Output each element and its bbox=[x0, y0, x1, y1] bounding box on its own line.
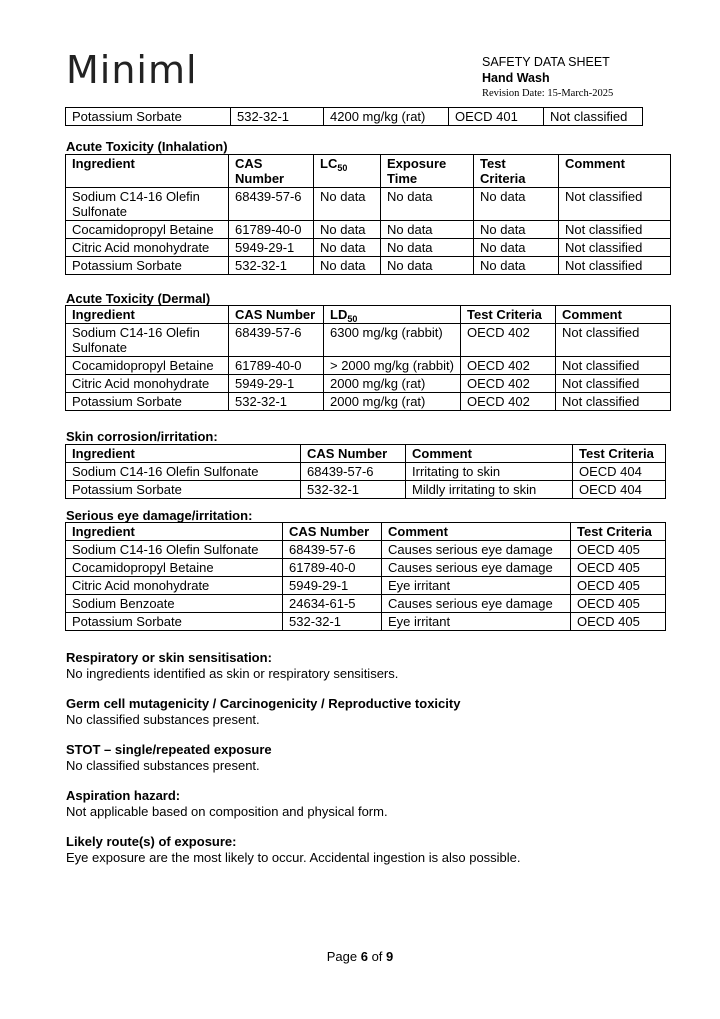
section-heading: Likely route(s) of exposure: bbox=[66, 834, 237, 849]
sensitisation-section bbox=[66, 650, 398, 682]
product-name: Hand Wash bbox=[482, 71, 550, 85]
table-cell: No data bbox=[314, 257, 381, 275]
table-cell: Sodium Benzoate bbox=[66, 595, 283, 613]
table-cell: Potassium Sorbate bbox=[66, 393, 229, 411]
table-cell: OECD 402 bbox=[461, 357, 556, 375]
table-cell: Potassium Sorbate bbox=[66, 613, 283, 631]
table-cell: OECD 405 bbox=[571, 577, 666, 595]
table-cell: No data bbox=[474, 257, 559, 275]
eye-table bbox=[65, 522, 666, 631]
section-heading: STOT – single/repeated exposure bbox=[66, 742, 272, 757]
table-cell: Causes serious eye damage bbox=[382, 541, 571, 559]
table-cell: Sodium C14-16 Olefin Sulfonate bbox=[66, 541, 283, 559]
section-text: No classified substances present. bbox=[66, 712, 260, 727]
table-cell: Sodium C14-16 Olefin Sulfonate bbox=[66, 463, 301, 481]
table-header-row: Ingredient CAS Number $LD_{50}$ Test Criteria Comment bbox=[66, 306, 671, 324]
skin-rows bbox=[66, 463, 666, 499]
exposure-route-section bbox=[66, 834, 521, 866]
dermal-table bbox=[65, 305, 671, 411]
table-cell: No data bbox=[474, 239, 559, 257]
ld50-header: $LD_{50}$ bbox=[324, 306, 461, 324]
section-heading: Aspiration hazard: bbox=[66, 788, 181, 803]
table-cell: Not classified bbox=[559, 239, 671, 257]
table-header-row: Ingredient CAS Number $LC_{50}$ Exposure Time Test Criteria Comment bbox=[66, 155, 671, 188]
section-heading: Respiratory or skin sensitisation: bbox=[66, 650, 272, 665]
table-row bbox=[66, 541, 666, 559]
dermal-title: Acute Toxicity (Dermal) bbox=[66, 291, 211, 306]
page-footer: Page 6 of 9 bbox=[326, 949, 394, 964]
table-cell: No data bbox=[314, 239, 381, 257]
page-total: 9 bbox=[386, 949, 394, 964]
table-cell: 532-32-1 bbox=[229, 257, 314, 275]
page-number: 6 bbox=[360, 949, 368, 964]
revision-date: Revision Date: 15-March-2025 bbox=[482, 88, 614, 99]
table-cell: No data bbox=[314, 221, 381, 239]
section-text: No classified substances present. bbox=[66, 758, 260, 773]
table-cell: OECD 402 bbox=[461, 393, 556, 411]
table-cell: OECD 405 bbox=[571, 595, 666, 613]
table-cell: OECD 404 bbox=[573, 481, 666, 499]
table-row bbox=[66, 463, 666, 481]
table-row bbox=[66, 221, 671, 239]
table-row bbox=[66, 559, 666, 577]
table-cell: No data bbox=[381, 239, 474, 257]
table-cell: Eye irritant bbox=[382, 577, 571, 595]
table-cell: Cocamidopropyl Betaine bbox=[66, 357, 229, 375]
table-cell: OECD 405 bbox=[571, 613, 666, 631]
table-cell: No data bbox=[381, 257, 474, 275]
table-cell: Mildly irritating to skin bbox=[406, 481, 573, 499]
table-cell: No data bbox=[381, 221, 474, 239]
section-text: Eye exposure are the most likely to occur. Accidental ingestion is also possible. bbox=[66, 850, 521, 865]
lc50-header: $LC_{50}$ bbox=[314, 155, 381, 188]
table-row: Potassium Sorbate 532-32-1 4200 mg/kg (rat) OECD 401 Not classified bbox=[66, 108, 643, 126]
table-cell: Causes serious eye damage bbox=[382, 595, 571, 613]
stot-section bbox=[66, 742, 272, 774]
skin-title: Skin corrosion/irritation: bbox=[66, 429, 218, 444]
table-cell: 68439-57-6 bbox=[283, 541, 382, 559]
table-cell: No data bbox=[381, 188, 474, 221]
eye-rows bbox=[66, 541, 666, 631]
table-cell: 532-32-1 bbox=[229, 393, 324, 411]
mutagenicity-section bbox=[66, 696, 460, 728]
table-cell: Sodium C14-16 Olefin Sulfonate bbox=[66, 324, 229, 357]
table-cell: Not classified bbox=[556, 357, 671, 375]
table-row bbox=[66, 577, 666, 595]
table-cell: 61789-40-0 bbox=[229, 357, 324, 375]
table-cell: OECD 404 bbox=[573, 463, 666, 481]
table-cell: > 2000 mg/kg (rabbit) bbox=[324, 357, 461, 375]
table-cell: 61789-40-0 bbox=[283, 559, 382, 577]
table-cell: Citric Acid monohydrate bbox=[66, 577, 283, 595]
table-cell: Irritating to skin bbox=[406, 463, 573, 481]
table-cell: 2000 mg/kg (rat) bbox=[324, 393, 461, 411]
table-cell: Not classified bbox=[556, 324, 671, 357]
continued-oral-table bbox=[65, 107, 643, 126]
table-cell: Potassium Sorbate bbox=[66, 257, 229, 275]
table-row bbox=[66, 257, 671, 275]
aspiration-section bbox=[66, 788, 388, 820]
table-cell: Not classified bbox=[556, 393, 671, 411]
table-cell: Sodium C14-16 Olefin Sulfonate bbox=[66, 188, 229, 221]
table-cell: OECD 405 bbox=[571, 559, 666, 577]
table-cell: Potassium Sorbate bbox=[66, 481, 301, 499]
eye-title: Serious eye damage/irritation: bbox=[66, 508, 253, 523]
table-cell: Eye irritant bbox=[382, 613, 571, 631]
table-cell: No data bbox=[474, 188, 559, 221]
table-cell: Cocamidopropyl Betaine bbox=[66, 221, 229, 239]
table-cell: 6300 mg/kg (rabbit) bbox=[324, 324, 461, 357]
table-cell: 2000 mg/kg (rat) bbox=[324, 375, 461, 393]
doc-type: SAFETY DATA SHEET bbox=[482, 55, 610, 69]
dermal-rows bbox=[66, 324, 671, 411]
table-row bbox=[66, 324, 671, 357]
table-row bbox=[66, 481, 666, 499]
table-cell: OECD 402 bbox=[461, 324, 556, 357]
table-cell: OECD 402 bbox=[461, 375, 556, 393]
table-row bbox=[66, 357, 671, 375]
table-cell: Cocamidopropyl Betaine bbox=[66, 559, 283, 577]
table-row bbox=[66, 613, 666, 631]
section-text: No ingredients identified as skin or respiratory sensitisers. bbox=[66, 666, 399, 681]
table-cell: Citric Acid monohydrate bbox=[66, 375, 229, 393]
table-cell: 532-32-1 bbox=[283, 613, 382, 631]
table-cell: OECD 405 bbox=[571, 541, 666, 559]
table-header-row: Ingredient CAS Number Comment Test Criteria bbox=[66, 445, 666, 463]
table-cell: Causes serious eye damage bbox=[382, 559, 571, 577]
inhalation-title: Acute Toxicity (Inhalation) bbox=[66, 139, 228, 154]
section-heading: Germ cell mutagenicity / Carcinogenicity / Reproductive toxicity bbox=[66, 696, 461, 711]
table-row bbox=[66, 375, 671, 393]
table-cell: 5949-29-1 bbox=[283, 577, 382, 595]
table-header-row: Ingredient CAS Number Comment Test Criteria bbox=[66, 523, 666, 541]
skin-table bbox=[65, 444, 666, 499]
inhalation-table bbox=[65, 154, 671, 275]
inhalation-rows bbox=[66, 188, 671, 275]
table-cell: Not classified bbox=[559, 188, 671, 221]
table-cell: 5949-29-1 bbox=[229, 375, 324, 393]
section-text: Not applicable based on composition and physical form. bbox=[66, 804, 388, 819]
table-cell: Citric Acid monohydrate bbox=[66, 239, 229, 257]
document-header bbox=[482, 54, 613, 102]
table-cell: Not classified bbox=[556, 375, 671, 393]
table-cell: 68439-57-6 bbox=[301, 463, 406, 481]
table-cell: No data bbox=[474, 221, 559, 239]
table-cell: 68439-57-6 bbox=[229, 188, 314, 221]
table-row bbox=[66, 393, 671, 411]
table-row bbox=[66, 188, 671, 221]
table-row bbox=[66, 595, 666, 613]
table-cell: 532-32-1 bbox=[301, 481, 406, 499]
table-cell: 68439-57-6 bbox=[229, 324, 324, 357]
table-cell: Not classified bbox=[559, 257, 671, 275]
table-cell: No data bbox=[314, 188, 381, 221]
table-cell: 24634-61-5 bbox=[283, 595, 382, 613]
brand-logo: Miniml bbox=[66, 48, 198, 92]
table-row bbox=[66, 239, 671, 257]
table-cell: 5949-29-1 bbox=[229, 239, 314, 257]
table-cell: Not classified bbox=[559, 221, 671, 239]
table-cell: 61789-40-0 bbox=[229, 221, 314, 239]
